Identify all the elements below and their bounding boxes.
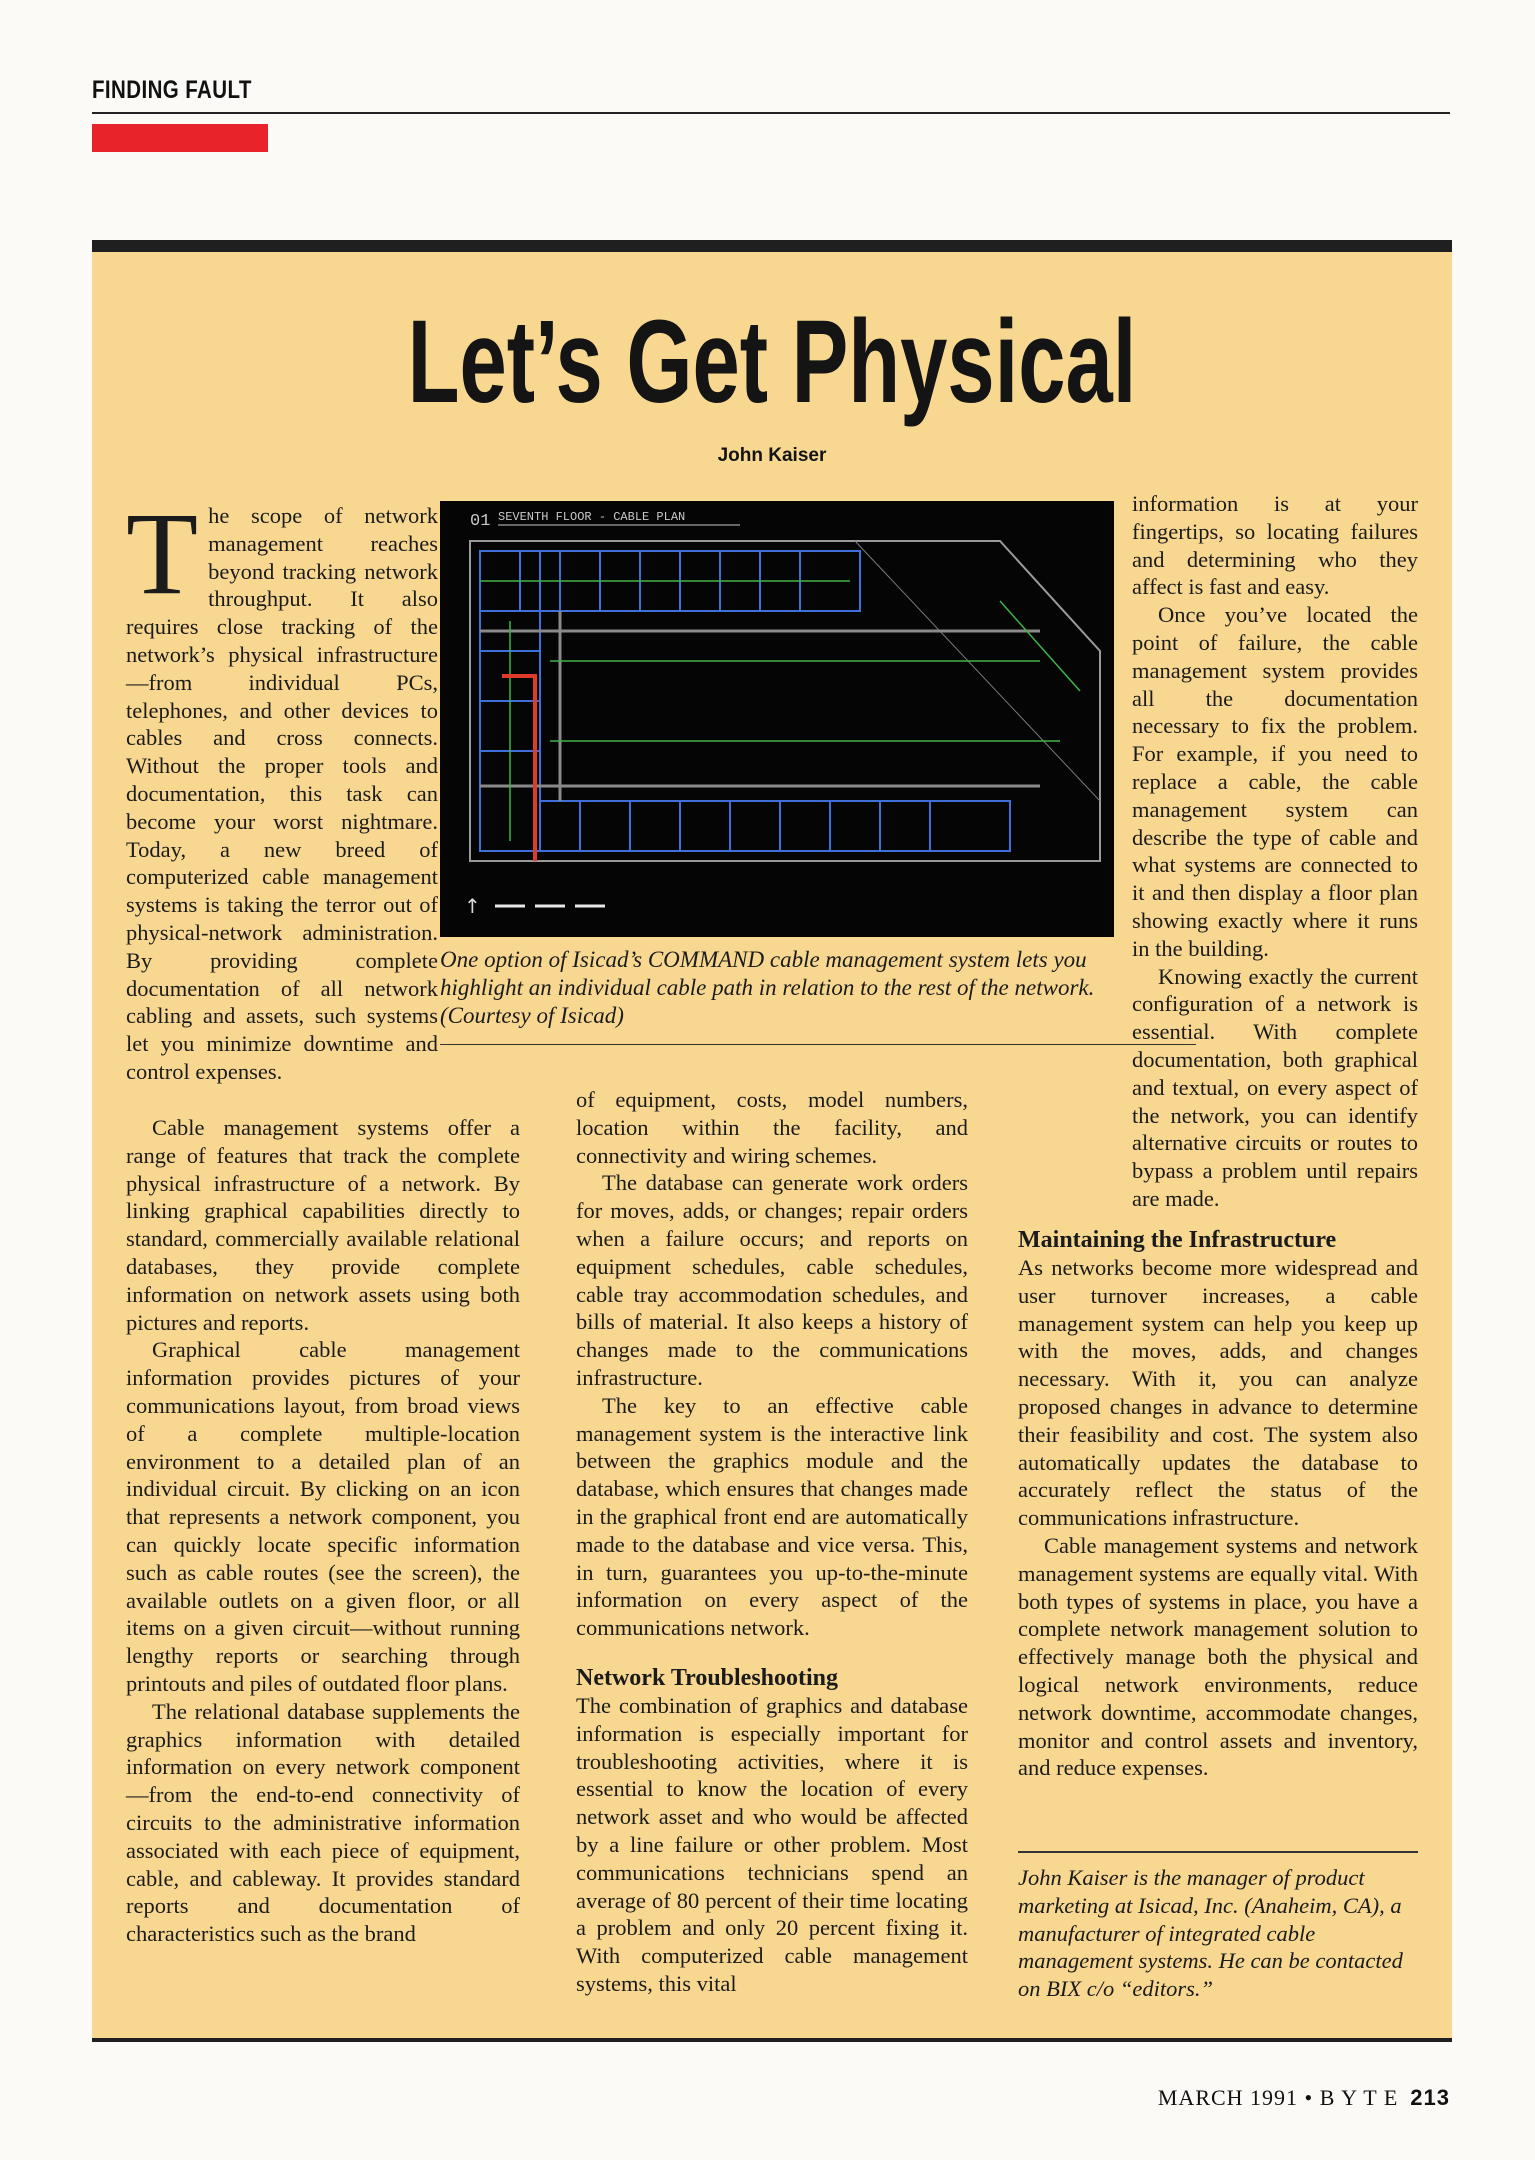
column-2	[576, 1086, 968, 1998]
subheading-maintaining: Maintaining the Infrastructure	[1018, 1227, 1337, 1253]
column-3	[1132, 490, 1418, 1213]
paragraph: Once you’ve located the point of failure, the cable management system provides all the documentation necessary to fix the problem. For example, if you need to replace a cable, the cable management system can describe the type of cable and what systems are connected to it and then display a floor plan showing exactly where it runs in the building.	[1132, 602, 1418, 961]
screen-label: SEVENTH FLOOR - CABLE PLAN	[498, 510, 686, 524]
column-1	[126, 488, 438, 1086]
paragraph: The key to an effective cable management system is the interactive link between the graphics module and the database, which ensures that changes made in the graphical front end are automatically made to the database and vice versa. This, in turn, guarantees you up-to-the-minute information on every aspect of the communications network.	[576, 1392, 968, 1641]
bio-rule	[1018, 1851, 1418, 1853]
article-title: Let’s Get Physical	[407, 296, 1137, 428]
issue-label: MARCH 1991 • B Y T E	[1157, 2085, 1399, 2110]
section-rule	[92, 112, 1450, 114]
article-panel	[92, 240, 1452, 2042]
paragraph: The combination of graphics and database information is especially important for troubleshooting activities, where it is essential to know the location of every network asset and who would be affected by a line failure or other problem. Most communications technicians spend an average of 80 percent of their time locating a problem and only 20 percent fixing it. With computerized cable management systems, this vital	[576, 1692, 968, 1996]
paragraph: information is at your fingertips, so locating failures and determining who they affect is fast and easy.	[1132, 491, 1418, 600]
column-1-lower	[126, 1114, 520, 1948]
page-footer	[1158, 2085, 1450, 2111]
floor-plan-graphic	[440, 501, 1114, 937]
paragraph: The database can generate work orders for moves, adds, or changes; repair orders when a failure occurs; and reports on equipment schedules, cable schedules, cable tray accommodation schedules, and bills of material. It also keeps a history of changes made to the communications infrastructure.	[576, 1170, 968, 1390]
subheading-network-troubleshooting: Network Troubleshooting	[576, 1664, 839, 1691]
screen-label-number: 01	[470, 512, 491, 531]
section-color-block	[92, 124, 268, 152]
paragraph: As networks become more widespread and user turnover increases, a cable management system can help you keep up with the moves, adds, and changes necessary. With it, you can analyze proposed changes in advance to determine their feasibility and cost. The system also automatically updates the database to accurately reflect the status of the communications infrastructure.	[1018, 1255, 1418, 1531]
figure-caption: One option of Isicad’s COMMAND cable management system lets you highlight an individual cable path in relation to the rest of the network. (Courtesy of Isicad)	[440, 947, 1095, 1028]
column-3-lower	[1018, 1226, 1418, 1782]
author-bio: John Kaiser is the manager of product marketing at Isicad, Inc. (Anaheim, CA), a manufacturer of integrated cable management systems. He can be contacted on BIX c/o “editors.”	[1018, 1865, 1403, 2002]
paragraph: Cable management systems and network management systems are equally vital. With both types of systems in place, you have a complete network management solution to effectively manage both the physical and logical network environments, reduce network downtime, accommodate changes, monitor and control assets and inventory, and reduce expenses.	[1018, 1532, 1418, 1781]
paragraph: The relational database supplements the graphics information with detailed information on every network component—from the end-to-end connectivity of circuits to the administrative information associated with each piece of equipment, cable, and cableway. It provides standard reports and documentation of characteristics such as the brand	[126, 1698, 520, 1947]
paragraph: The scope of network management reaches beyond tracking network throughput. It also requires close tracking of the network’s physical infrastructure—from individual PCs, telephones, and other devices to cables and cross connects. Without the proper tools and documentation, this task can become your worst nightmare. Today, a new breed of computerized cable management systems is taking the terror out of physical-network administration. By providing complete documentation of all network cabling and assets, such systems let you minimize downtime and control expenses.	[126, 488, 438, 1084]
page-number: 213	[1410, 2085, 1450, 2110]
paragraph: Knowing exactly the current configuration of a network is essential. With complete documentation, both graphical and textual, on every aspect of the network, you can identify alternative circuits or routes to bypass a problem until repairs are made.	[1132, 963, 1418, 1211]
section-tag: FINDING FAULT	[92, 76, 252, 104]
article-byline: John Kaiser	[717, 445, 827, 466]
paragraph: of equipment, costs, model numbers, location within the facility, and connectivity and wiring schemes.	[576, 1087, 968, 1168]
paragraph: Cable management systems offer a range of features that track the complete physical infrastructure of a network. By linking graphical capabilities directly to standard, commercially available relational databases, they provide complete information on network assets using both pictures and reports.	[126, 1115, 520, 1335]
cable-plan-screenshot	[440, 501, 1114, 937]
drop-cap: T	[126, 488, 199, 619]
north-arrow-icon: ↑	[464, 894, 481, 918]
caption-rule	[440, 1044, 1196, 1045]
paragraph: Graphical cable management information provides pictures of your communications layout, from broad views of a complete multiple-location environment to a detailed plan of an individual circuit. By clicking on an icon that represents a network component, you can quickly locate specific information such as cable routes (see the screen), the available outlets on a given floor, or all items on a given circuit—without running lengthy reports or searching through printouts and piles of outdated floor plans.	[126, 1337, 520, 1696]
